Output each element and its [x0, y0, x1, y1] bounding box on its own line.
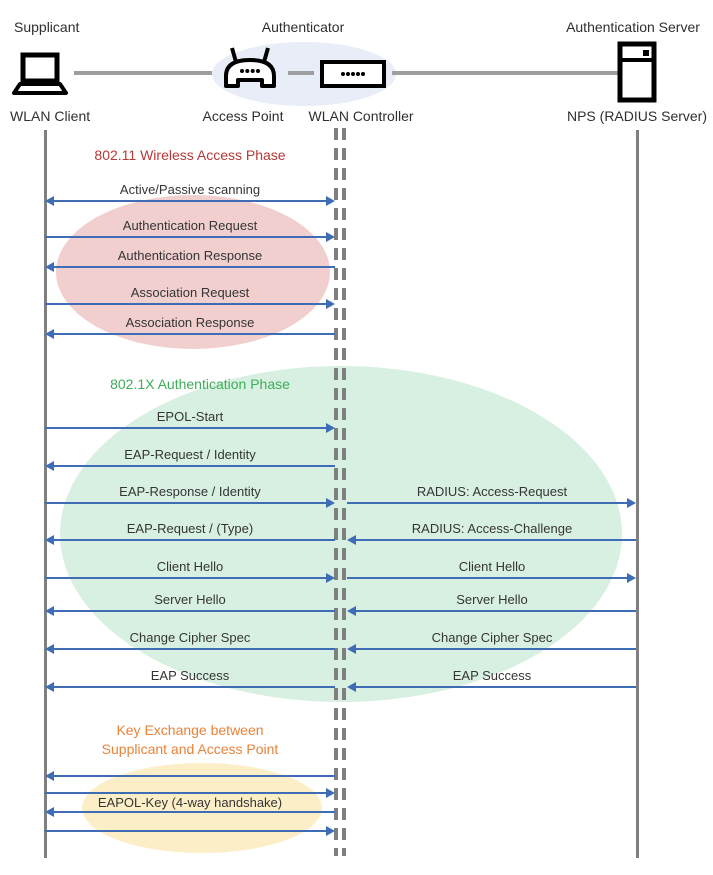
- message-arrow: [45, 792, 326, 794]
- phase3-title-line2: Supplicant and Access Point: [101, 741, 279, 757]
- message-arrow: [356, 686, 636, 688]
- message-label: Authentication Response: [117, 248, 263, 263]
- message-arrow: [45, 577, 326, 579]
- message-label: EAP-Request / (Type): [126, 521, 254, 536]
- message-label: Client Hello: [156, 559, 224, 574]
- message-arrow: [356, 539, 636, 541]
- wlan-controller-icon: [320, 60, 386, 93]
- message-label: Association Response: [125, 315, 255, 330]
- message-label: Server Hello: [456, 592, 528, 607]
- lifeline-authenticator-dashed: [342, 128, 346, 856]
- server-icon: [617, 41, 657, 108]
- device-label-wlan-controller: WLAN Controller: [308, 108, 414, 124]
- message-arrow: [54, 610, 335, 612]
- message-label: EAPOL-Key (4-way handshake): [97, 795, 283, 810]
- laptop-icon: [12, 52, 68, 105]
- device-label-wlan-client: WLAN Client: [10, 108, 91, 124]
- actor-role-supplicant: Supplicant: [14, 19, 80, 35]
- message-label: EPOL-Start: [156, 409, 224, 424]
- message-label: Change Cipher Spec: [129, 630, 251, 645]
- phase1-title: 802.11 Wireless Access Phase: [94, 147, 286, 163]
- actor-role-authentication-server: Authentication Server: [566, 19, 700, 35]
- message-label: EAP Success: [150, 668, 230, 683]
- message-arrow: [54, 465, 335, 467]
- message-label: EAP Success: [452, 668, 532, 683]
- message-arrow: [45, 502, 326, 504]
- message-label: Client Hello: [458, 559, 526, 574]
- message-label: RADIUS: Access-Challenge: [411, 521, 573, 536]
- message-label: EAP-Response / Identity: [119, 484, 261, 499]
- message-arrow: [45, 303, 326, 305]
- message-arrow: [54, 648, 335, 650]
- phase2-title: 802.1X Authentication Phase: [110, 376, 290, 392]
- message-arrow: [45, 236, 326, 238]
- message-arrow: [54, 333, 335, 335]
- device-label-nps-radius-server: NPS (RADIUS Server): [566, 108, 708, 124]
- phase3-title-line1: Key Exchange between: [116, 722, 264, 738]
- message-arrow: [45, 830, 326, 832]
- message-label: Change Cipher Spec: [431, 630, 553, 645]
- message-arrow: [54, 775, 335, 777]
- message-arrow: [347, 577, 627, 579]
- message-label: RADIUS: Access-Request: [416, 484, 568, 499]
- message-label: Server Hello: [154, 592, 226, 607]
- message-arrow: [356, 610, 636, 612]
- message-arrow: [356, 648, 636, 650]
- header-connector-line: [74, 71, 212, 75]
- message-arrow: [45, 427, 326, 429]
- message-label: Association Request: [130, 285, 250, 300]
- message-arrow: [54, 266, 335, 268]
- message-label: Authentication Request: [122, 218, 258, 233]
- actor-role-authenticator: Authenticator: [261, 19, 345, 35]
- message-label: Active/Passive scanning: [119, 182, 261, 197]
- message-arrow: [54, 539, 335, 541]
- message-arrow: [347, 502, 627, 504]
- message-arrow: [54, 686, 335, 688]
- header-connector-line: [392, 71, 618, 75]
- message-arrow: [54, 811, 335, 813]
- message-label: EAP-Request / Identity: [124, 447, 256, 462]
- device-label-access-point: Access Point: [202, 108, 284, 124]
- header-connector-line: [288, 71, 314, 75]
- message-arrow: [54, 200, 326, 202]
- access-point-icon: [218, 46, 282, 97]
